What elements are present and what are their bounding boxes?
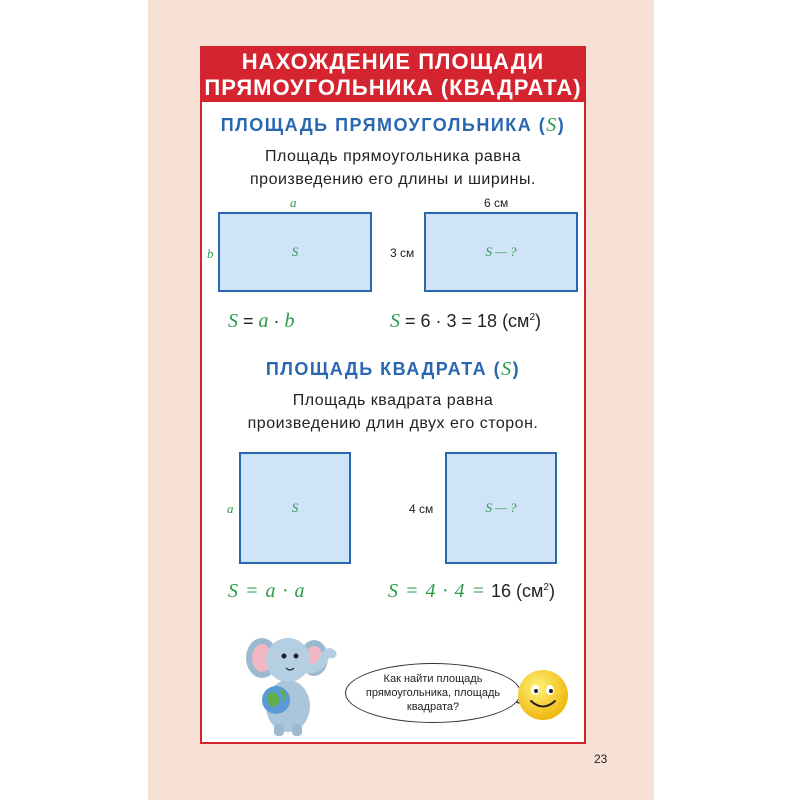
elephant-eye-left <box>282 654 287 659</box>
rect-desc-line-1: Площадь прямоугольника равна <box>264 148 522 165</box>
rect-area-symbol: S <box>291 244 299 259</box>
square-shape-example <box>445 452 557 564</box>
rect-formula-general <box>228 310 295 333</box>
square-formula-example <box>388 580 555 603</box>
smiley-face-icon <box>516 668 570 722</box>
square-formula-result: 16 (см <box>486 581 544 601</box>
square-shape-general <box>239 452 351 564</box>
square-section-title: ПЛОЩАДЬ КВАДРАТА (S) <box>265 358 521 380</box>
square-title-text: ПЛОЩАДЬ КВАДРАТА <box>265 359 488 379</box>
rect-length-value: 6 см <box>484 196 509 210</box>
formula-sup: 2 <box>529 312 535 323</box>
square-formula-general <box>228 580 306 603</box>
formula-close: ) <box>535 311 541 331</box>
formula-expr: = 6 · 3 = 18 (см <box>400 311 530 331</box>
elephant-leg-right <box>292 724 302 736</box>
elephant-leg-left <box>274 724 284 736</box>
formula-a: a <box>258 310 269 332</box>
rect-formula-example <box>390 310 541 333</box>
square-desc-line-2: произведению длин двух его сторон. <box>247 415 539 432</box>
elephant-head <box>266 638 310 682</box>
formula-b: b <box>284 310 295 332</box>
title-line-1: НАХОЖДЕНИЕ ПЛОЩАДИ <box>241 49 545 74</box>
speech-bubble <box>345 663 521 723</box>
square-title-symbol: S <box>501 358 513 380</box>
smiley-pupil-left <box>534 689 538 693</box>
rect-width-value: 3 см <box>390 246 415 260</box>
rect-description <box>200 145 586 191</box>
square-side-label: a <box>227 501 234 516</box>
rect-title-text: ПЛОЩАДЬ ПРЯМОУГОЛЬНИКА <box>220 115 533 135</box>
rect-length-label: a <box>290 195 297 210</box>
rectangle-shape-general <box>218 212 372 292</box>
title-line-2: ПРЯМОУГОЛЬНИКА (КВАДРАТА) <box>204 75 582 100</box>
square-side-value: 4 см <box>409 502 434 516</box>
square-formula-close: ) <box>548 581 555 601</box>
square-formula-sup: 2 <box>543 582 549 593</box>
rect-area-unknown: S — ? <box>485 244 517 259</box>
smiley-face <box>518 670 568 720</box>
rectangle-shape-example <box>424 212 578 292</box>
formula-s: S <box>390 310 400 332</box>
speech-bubble-text: Как найти площадь прямоугольника, площадь квадрата? <box>365 673 501 713</box>
rect-desc-line-2: произведению его длины и ширины. <box>250 171 536 188</box>
formula-eq: = <box>238 311 259 331</box>
page-number: 23 <box>594 752 608 766</box>
square-description <box>200 389 586 435</box>
formula-s: S <box>228 310 238 332</box>
rect-title-symbol: S <box>546 114 558 136</box>
square-formula-text: S = a · a <box>228 580 306 602</box>
square-area-symbol: S <box>291 500 299 515</box>
page-title <box>200 46 586 102</box>
rect-width-label: b <box>207 246 214 261</box>
rect-section-title: ПЛОЩАДЬ ПРЯМОУГОЛЬНИКА (S) <box>220 114 566 136</box>
square-formula-expr: S = 4 · 4 = <box>388 580 486 602</box>
square-desc-line-1: Площадь квадрата равна <box>292 392 494 409</box>
elephant-illustration <box>240 628 340 738</box>
smiley-pupil-right <box>549 689 553 693</box>
formula-dot: · <box>268 311 285 331</box>
square-area-unknown: S — ? <box>485 500 517 515</box>
elephant-eye-right <box>294 654 299 659</box>
